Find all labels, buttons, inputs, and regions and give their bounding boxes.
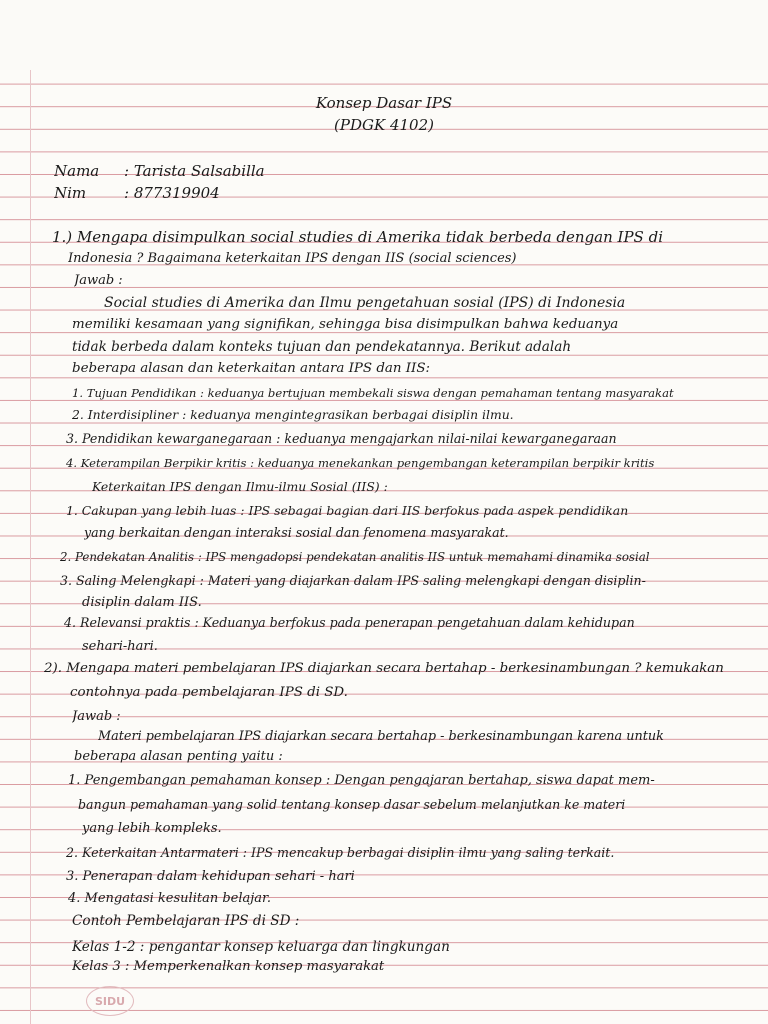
body-line: yang lebih kompleks.: [82, 821, 222, 836]
body-line: sehari-hari.: [82, 639, 158, 654]
body-line: Materi pembelajaran IPS diajarkan secara bertahap - berkesinambungan karena untuk: [98, 729, 664, 744]
body-line: Kelas 3 : Memperkenalkan konsep masyarakat: [72, 959, 385, 974]
body-line: memiliki kesamaan yang signifikan, sehingga bisa disimpulkan bahwa keduanya: [72, 317, 619, 332]
body-line: 3. Pendidikan kewarganegaraan : keduanya mengajarkan nilai-nilai kewarganegaraan: [66, 431, 617, 446]
body-line: tidak berbeda dalam konteks tujuan dan pendekatannya. Berikut adalah: [72, 339, 572, 355]
body-line: 1.) Mengapa disimpulkan social studies di Amerika tidak berbeda dengan IPS di: [52, 228, 664, 246]
body-line: 4. Relevansi praktis : Keduanya berfokus pada penerapan pengetahuan dalam kehidupan: [64, 615, 635, 630]
body-line: 4. Mengatasi kesulitan belajar.: [68, 891, 271, 906]
doc-title: Konsep Dasar IPS: [315, 94, 453, 112]
nim-label: Nim: [54, 184, 87, 202]
body-line: 3. Saling Melengkapi : Materi yang diajarkan dalam IPS saling melengkapi dengan disiplin-: [60, 573, 646, 588]
page-top-margin: [0, 0, 768, 70]
body-line: 2. Pendekatan Analitis : IPS mengadopsi pendekatan analitis IIS untuk memahami dinamika sosial: [60, 550, 650, 564]
body-line: 2. Keterkaitan Antarmateri : IPS mencakup berbagai disiplin ilmu yang saling terkait.: [66, 845, 615, 860]
body-line: 1. Tujuan Pendidikan : keduanya bertujuan membekali siswa dengan pemahaman tentang masyarakat: [72, 386, 674, 400]
body-line: 2. Interdisipliner : keduanya mengintegrasikan berbagai disiplin ilmu.: [72, 407, 514, 422]
body-line: Kelas 1-2 : pengantar konsep keluarga dan lingkungan: [72, 939, 450, 955]
body-line: 3. Penerapan dalam kehidupan sehari - hari: [66, 869, 355, 884]
body-line: disiplin dalam IIS.: [82, 595, 202, 610]
nama-label: Nama: [54, 162, 100, 180]
body-line: Indonesia ? Bagaimana keterkaitan IPS dengan IIS (social sciences): [68, 251, 517, 266]
body-line: beberapa alasan dan keterkaitan antara IPS dan IIS:: [72, 361, 431, 376]
doc-subtitle: (PDGK 4102): [334, 116, 434, 134]
body-line: 2). Mengapa materi pembelajaran IPS diajarkan secara bertahap - berkesinambungan ? kemukakan: [44, 661, 724, 676]
body-line: Jawab :: [72, 709, 121, 724]
body-line: 4. Keterampilan Berpikir kritis : keduanya menekankan pengembangan keterampilan berpikir kritis: [66, 456, 655, 470]
body-line: Keterkaitan IPS dengan Ilmu-ilmu Sosial (IIS) :: [92, 479, 388, 494]
body-line: bangun pemahaman yang solid tentang konsep dasar sebelum melanjutkan ke materi: [78, 797, 626, 812]
body-line: beberapa alasan penting yaitu :: [74, 749, 283, 764]
sidu-logo: SIDU: [86, 986, 134, 1016]
margin-rule: [30, 70, 31, 1024]
nim-value: : 877319904: [124, 184, 220, 202]
body-line: Contoh Pembelajaran IPS di SD :: [72, 913, 300, 929]
body-line: 1. Pengembangan pemahaman konsep : Dengan pengajaran bertahap, siswa dapat mem-: [68, 773, 655, 788]
body-line: 1. Cakupan yang lebih luas : IPS sebagai bagian dari IIS berfokus pada aspek pendidikan: [66, 503, 629, 518]
nama-value: : Tarista Salsabilla: [124, 162, 265, 180]
body-line: yang berkaitan dengan interaksi sosial dan fenomena masyarakat.: [84, 525, 509, 540]
body-line: Jawab :: [74, 273, 123, 288]
body-line: contohnya pada pembelajaran IPS di SD.: [70, 685, 348, 700]
body-line: Social studies di Amerika dan Ilmu pengetahuan sosial (IPS) di Indonesia: [104, 295, 626, 311]
